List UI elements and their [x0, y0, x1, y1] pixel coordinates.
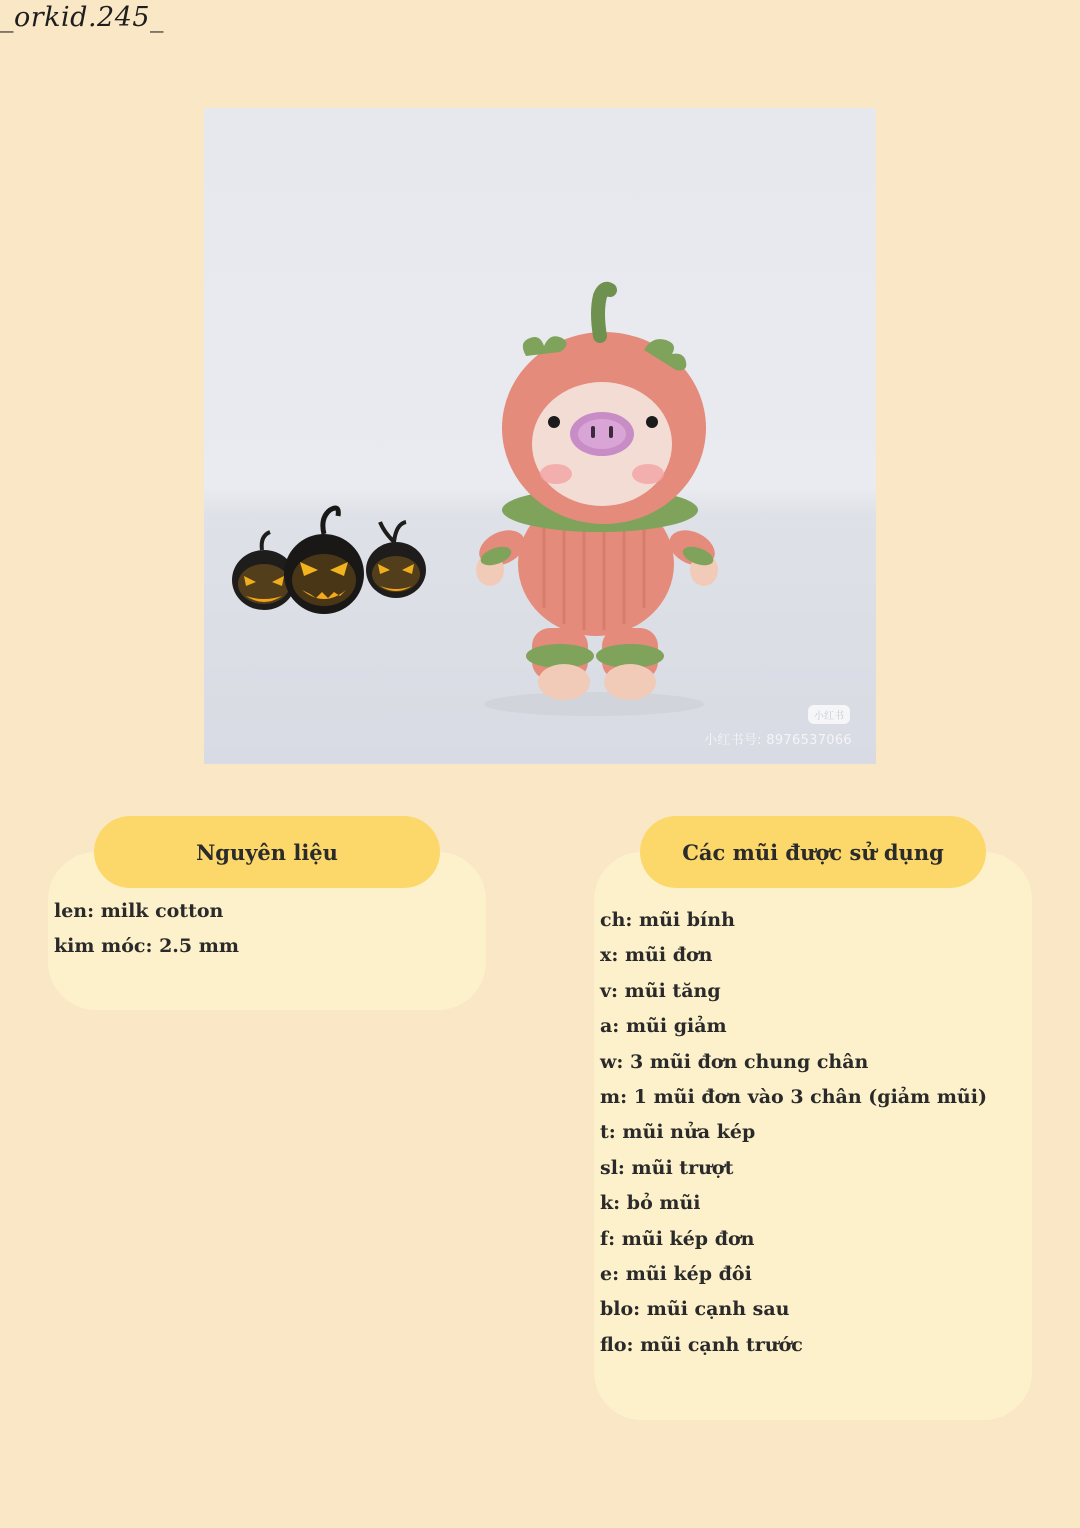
- watermark-id: 小红书号: 8976537066: [703, 733, 852, 748]
- jack-o-lantern-group: [232, 508, 426, 614]
- materials-list: [54, 894, 239, 965]
- pig-doll: [473, 289, 720, 700]
- amigurumi-photo: [204, 108, 876, 764]
- pig-doll-illustration: [204, 108, 876, 764]
- stitch-item: e: mũi kép đôi: [600, 1262, 752, 1285]
- stitch-item: ch: mũi bính: [600, 909, 735, 931]
- stitches-heading: Các mũi được sử dụng: [640, 816, 986, 888]
- watermark-badge: 小红书: [808, 705, 850, 724]
- materials-heading: Nguyên liệu: [94, 816, 440, 888]
- stitch-item: flo: mũi cạnh trước: [600, 1333, 803, 1356]
- materials-item: len: milk cotton: [54, 900, 224, 922]
- stitch-item: w: 3 mũi đơn chung chân: [600, 1050, 869, 1073]
- stitch-item: blo: mũi cạnh sau: [600, 1298, 790, 1321]
- stitch-item: a: mũi giảm: [600, 1015, 727, 1038]
- stitch-item: x: mũi đơn: [600, 944, 713, 967]
- materials-item: kim móc: 2.5 mm: [54, 935, 239, 958]
- stitch-item: k: bỏ mũi: [600, 1192, 701, 1215]
- stitch-item: t: mũi nửa kép: [600, 1121, 756, 1144]
- stitch-item: sl: mũi trượt: [600, 1156, 734, 1179]
- stitches-list: [600, 903, 987, 1363]
- stitch-item: f: mũi kép đơn: [600, 1227, 755, 1250]
- stitch-item: v: mũi tăng: [600, 979, 721, 1002]
- brand-signature: _orkid.245_: [0, 2, 165, 33]
- stitch-item: m: 1 mũi đơn vào 3 chân (giảm mũi): [600, 1085, 987, 1108]
